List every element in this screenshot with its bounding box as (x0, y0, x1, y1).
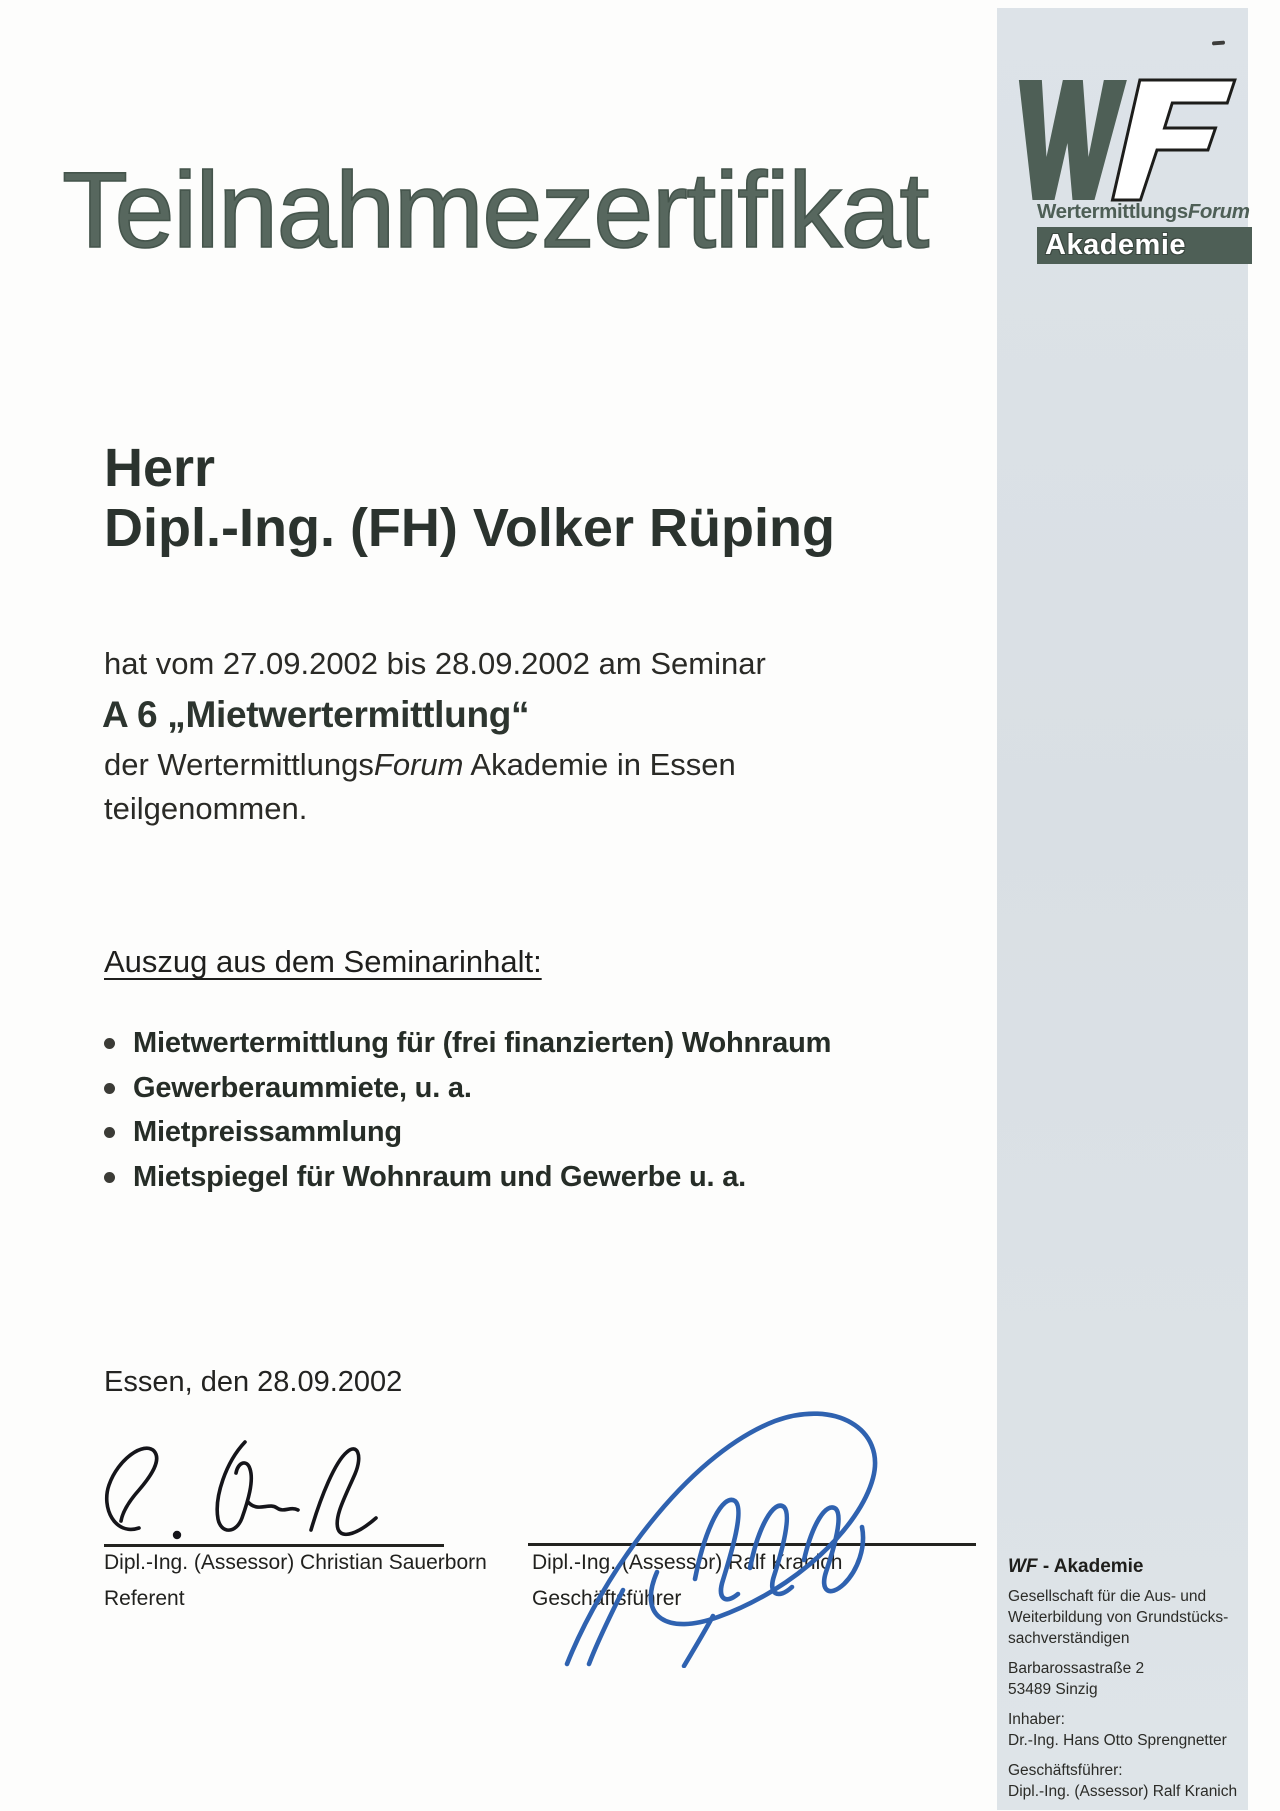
recipient-block (104, 438, 835, 558)
list-item (102, 1028, 862, 1059)
participation-line: teilgenommen. (104, 791, 308, 826)
footer-description (1008, 1586, 1248, 1649)
page-title: Teilnahmezertifikat (62, 149, 928, 270)
signature-line (104, 1544, 444, 1547)
list-item (102, 1117, 862, 1148)
recipient-salutation: Herr (104, 438, 216, 498)
f-glyph-icon (1112, 80, 1234, 200)
footer-owner-name: Dr.-Ing. Hans Otto Sprengnetter (1008, 1732, 1227, 1749)
organisation-italic: Forum (373, 747, 464, 782)
footer-city: 53489 Sinzig (1008, 1681, 1098, 1698)
signatory-name: Dipl.-Ing. (Assessor) Christian Sauerborn (104, 1551, 487, 1574)
organisation-suffix: Akademie in Essen (463, 747, 736, 782)
bullet-icon (104, 1172, 115, 1183)
organisation-line (104, 747, 736, 783)
footer-description-line: Gesellschaft für die Aus- und (1008, 1588, 1207, 1605)
signatory-role: Referent (104, 1587, 185, 1610)
wf-logo-icon (1005, 78, 1237, 204)
bullet-icon (104, 1083, 115, 1094)
brand-line (1037, 200, 1253, 224)
sauerborn-signature-image (95, 1438, 425, 1550)
place-date-line: Essen, den 28.09.2002 (104, 1366, 403, 1398)
footer-manager-label: Geschäftsführer: (1008, 1762, 1123, 1779)
seminar-title: A 6 „Mietwertermittlung“ (102, 694, 530, 735)
list-item (102, 1162, 862, 1193)
list-item-label: Mietwertermittlung für (frei finanzierten) Wohnraum (133, 1027, 832, 1059)
signatory-name: Dipl.-Ing. (Assessor) Ralf Kranich (532, 1551, 843, 1574)
footer-manager-name: Dipl.-Ing. (Assessor) Ralf Kranich (1008, 1783, 1238, 1800)
footer-info-block (1008, 1556, 1248, 1811)
kranich-signature-image (505, 1408, 945, 1668)
list-item-label: Gewerberaummiete, u. a. (133, 1071, 472, 1104)
footer-org-prefix: WF (1008, 1556, 1038, 1577)
w-glyph-icon (1010, 80, 1126, 200)
recipient-name: Dipl.-Ing. (FH) Volker Rüping (104, 498, 835, 558)
list-item-label: Mietpreissammlung (133, 1116, 402, 1148)
list-item-label: Mietspiegel für Wohnraum und Gewerbe u. a. (133, 1160, 747, 1193)
footer-owner-label: Inhaber: (1008, 1711, 1065, 1728)
bullet-icon (104, 1127, 115, 1138)
footer-org-name (1008, 1556, 1248, 1577)
footer-street: Barbarossastraße 2 (1008, 1660, 1145, 1677)
seminar-date-line: hat vom 27.09.2002 bis 28.09.2002 am Seminar (104, 646, 766, 681)
brand-suffix: Forum (1187, 200, 1250, 223)
signature-line (528, 1543, 976, 1546)
footer-manager (1008, 1760, 1248, 1802)
organisation-prefix: der Wertermittlungs (104, 747, 374, 782)
footer-address (1008, 1658, 1248, 1700)
list-item (102, 1073, 862, 1104)
brand-prefix: Wertermittlungs (1037, 200, 1188, 223)
footer-owner (1008, 1709, 1248, 1751)
footer-description-line: Weiterbildung von Grundstücks- (1008, 1609, 1229, 1626)
bullet-icon (104, 1038, 115, 1049)
signatory-role: Geschäftsführer (532, 1587, 682, 1610)
footer-description-line: sachverständigen (1008, 1630, 1130, 1647)
content-heading: Auszug aus dem Seminarinhalt: (104, 944, 542, 979)
sidebar-panel (997, 8, 1248, 1810)
content-list (102, 1028, 862, 1206)
footer-org-suffix: - Akademie (1037, 1556, 1144, 1577)
akademie-badge: Akademie (1037, 227, 1252, 264)
